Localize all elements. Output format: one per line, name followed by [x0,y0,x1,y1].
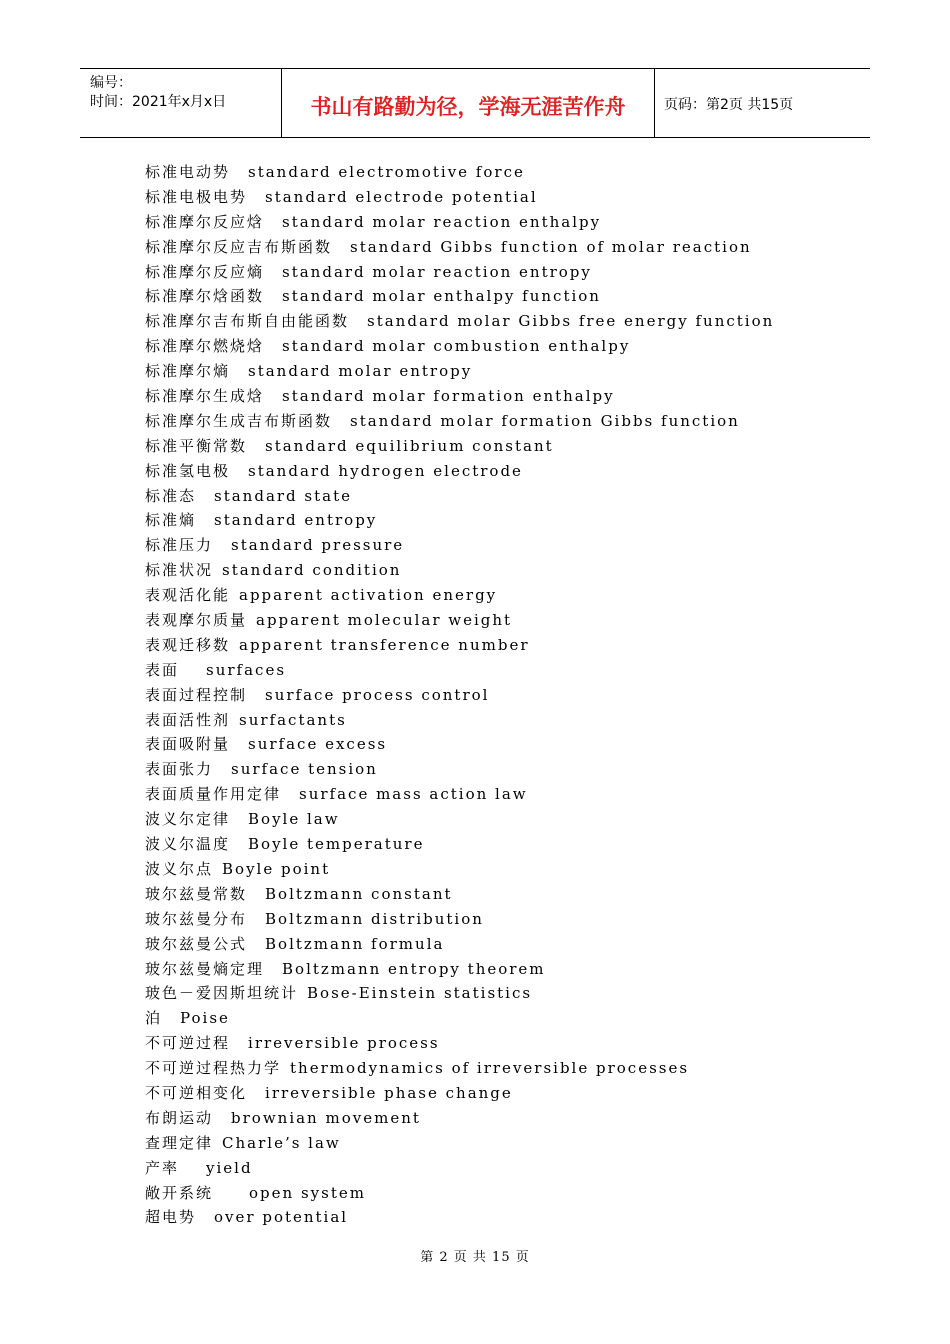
term-chinese: 不可逆过程热力学 [145,1059,282,1078]
term-chinese: 超电势 [145,1208,197,1227]
term-chinese: 标准摩尔生成吉布斯函数 [145,411,333,430]
term-english: Boyle temperature [248,835,425,854]
term-english: Boltzmann distribution [265,909,484,928]
term-english: brownian movement [231,1108,421,1127]
term-english: standard condition [222,561,402,580]
glossary-entry [145,185,774,210]
glossary-entry [145,1156,774,1181]
glossary-entry [145,757,774,782]
term-english: standard molar entropy [248,362,473,381]
term-chinese: 标准摩尔生成焓 [145,387,265,406]
glossary-entry [145,484,774,509]
glossary-entry [145,409,774,434]
document-date-label: 时间：2021年x月x日 [90,94,227,110]
term-english: surfactants [239,710,347,729]
term-english: apparent activation energy [239,586,498,605]
glossary-entry [145,957,774,982]
term-english: standard electrode potential [265,187,538,206]
term-chinese: 表观活化能 [145,586,231,605]
term-chinese: 玻尔兹曼熵定理 [145,959,265,978]
term-chinese: 标准状况 [145,561,214,580]
glossary-list [145,160,774,1230]
glossary-entry [145,309,774,334]
term-chinese: 表面吸附量 [145,735,231,754]
glossary-entry [145,708,774,733]
header-page-info: 页码：第2页 共15页 [664,97,794,113]
term-english: Boyle point [222,859,331,878]
glossary-entry [145,857,774,882]
glossary-entry [145,1006,774,1031]
term-english: surface mass action law [299,785,528,804]
term-english: Charle’s law [222,1133,341,1152]
glossary-entry [145,782,774,807]
glossary-entry [145,932,774,957]
term-chinese: 表面活性剂 [145,710,231,729]
glossary-entry [145,210,774,235]
term-chinese: 表观摩尔质量 [145,611,248,630]
term-chinese: 泊 [145,1009,163,1028]
glossary-entry [145,832,774,857]
glossary-entry [145,508,774,533]
term-english: over potential [214,1208,349,1227]
glossary-entry [145,608,774,633]
term-chinese: 波义尔定律 [145,810,231,829]
term-chinese: 波义尔温度 [145,835,231,854]
term-chinese: 布朗运动 [145,1108,214,1127]
glossary-entry [145,583,774,608]
term-chinese: 标准摩尔反应吉布斯函数 [145,237,333,256]
glossary-entry [145,434,774,459]
header-meta-cell [80,69,282,137]
page-header [80,68,870,138]
glossary-entry [145,1181,774,1206]
term-chinese: 标准摩尔熵 [145,362,231,381]
term-chinese: 标准熵 [145,511,197,530]
header-motto: 书山有路勤为径，学海无涯苦作舟 [310,95,626,119]
term-english: thermodynamics of irreversible processes [290,1059,690,1078]
term-english: Poise [180,1009,230,1028]
term-chinese: 标准平衡常数 [145,436,248,455]
term-english: Boyle law [248,810,340,829]
header-page-cell [655,69,870,137]
term-chinese: 标准摩尔吉布斯自由能函数 [145,312,350,331]
glossary-entry [145,807,774,832]
term-chinese: 表面张力 [145,760,214,779]
glossary-entry [145,907,774,932]
term-chinese: 标准摩尔反应焓 [145,212,265,231]
term-english: surface process control [265,685,490,704]
glossary-entry [145,732,774,757]
term-english: Bose-Einstein statistics [307,984,533,1003]
glossary-entry [145,1056,774,1081]
term-english: standard equilibrium constant [265,436,554,455]
glossary-entry [145,1081,774,1106]
page-footer: 第 2 页 共 15 页 [420,1250,530,1265]
term-chinese: 不可逆过程 [145,1034,231,1053]
glossary-entry [145,1205,774,1230]
term-english: surface tension [231,760,378,779]
glossary-entry [145,1131,774,1156]
term-chinese: 玻尔兹曼分布 [145,909,248,928]
glossary-entry [145,284,774,309]
term-english: Boltzmann constant [265,884,453,903]
glossary-entry [145,981,774,1006]
glossary-entry [145,260,774,285]
term-english: standard molar reaction entropy [282,262,592,281]
term-chinese: 表面 [145,660,180,679]
document-number-label: 编号： [90,75,132,91]
glossary-entry [145,633,774,658]
glossary-entry [145,1106,774,1131]
term-english: surface excess [248,735,388,754]
glossary-entry [145,1031,774,1056]
term-english: standard pressure [231,536,405,555]
term-chinese: 标准电动势 [145,163,231,181]
term-chinese: 玻色－爱因斯坦统计 [145,984,299,1003]
term-chinese: 表面过程控制 [145,685,248,704]
glossary-entry [145,359,774,384]
term-chinese: 产率 [145,1158,180,1177]
term-english: Boltzmann entropy theorem [282,959,546,978]
term-chinese: 不可逆相变化 [145,1083,248,1102]
term-chinese: 标准电极电势 [145,187,248,206]
term-english: apparent molecular weight [256,611,513,630]
term-english: Boltzmann formula [265,934,445,953]
term-english: standard molar combustion enthalpy [282,337,631,356]
glossary-entry [145,558,774,583]
term-english: open system [249,1183,366,1202]
glossary-entry [145,334,774,359]
glossary-entry [145,384,774,409]
term-chinese: 标准压力 [145,536,214,555]
term-chinese: 标准摩尔反应熵 [145,262,265,281]
term-english: standard Gibbs function of molar reaction [350,237,752,256]
term-english: standard molar enthalpy function [282,287,601,306]
glossary-entry [145,533,774,558]
term-chinese: 表面质量作用定律 [145,785,282,804]
term-chinese: 查理定律 [145,1133,214,1152]
term-chinese: 标准摩尔焓函数 [145,287,265,306]
glossary-entry [145,658,774,683]
term-chinese: 标准摩尔燃烧焓 [145,337,265,356]
term-chinese: 波义尔点 [145,859,214,878]
term-chinese: 标准氢电极 [145,461,231,480]
term-chinese: 玻尔兹曼常数 [145,884,248,903]
glossary-entry [145,235,774,260]
term-english: apparent transference number [239,635,530,654]
term-english: standard hydrogen electrode [248,461,523,480]
term-english: standard electromotive force [248,163,525,181]
term-english: standard molar formation Gibbs function [350,411,740,430]
term-english: standard molar reaction enthalpy [282,212,602,231]
term-english: standard entropy [214,511,378,530]
header-motto-cell [282,69,655,137]
term-english: surfaces [206,660,287,679]
term-english: irreversible phase change [265,1083,513,1102]
glossary-entry [145,459,774,484]
glossary-entry [145,882,774,907]
glossary-entry [145,160,774,185]
term-english: standard molar formation enthalpy [282,387,615,406]
term-english: yield [206,1158,253,1177]
term-chinese: 表观迁移数 [145,635,231,654]
term-english: standard state [214,486,353,505]
term-chinese: 标准态 [145,486,197,505]
glossary-entry [145,683,774,708]
term-chinese: 敞开系统 [145,1183,214,1202]
term-chinese: 玻尔兹曼公式 [145,934,248,953]
term-english: irreversible process [248,1034,440,1053]
term-english: standard molar Gibbs free energy function [367,312,775,331]
